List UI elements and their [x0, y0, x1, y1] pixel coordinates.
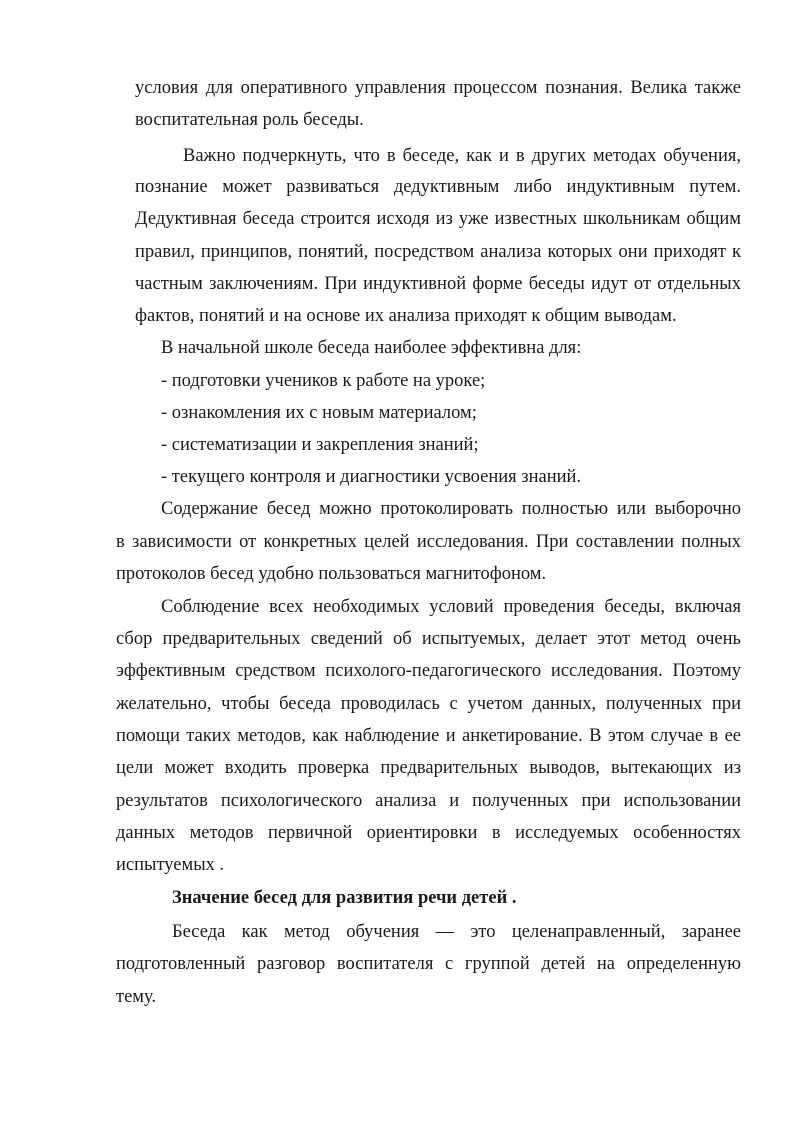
list-item: - подготовки учеников к работе на уроке; — [161, 371, 486, 391]
list-item: - систематизации и закрепления знаний; — [161, 435, 479, 455]
text-line: условия для оперативного управления процессом познания. Велика также — [135, 78, 741, 98]
text-line: испытуемых . — [116, 855, 225, 875]
text-line: протоколов бесед удобно пользоваться магнитофоном. — [116, 564, 547, 584]
text-line: желательно, чтобы беседа проводилась с учетом данных, полученных при — [116, 694, 741, 714]
list-item: - ознакомления их с новым материалом; — [161, 403, 477, 423]
text-line: помощи таких методов, как наблюдение и анкетирование. В этом случае в ее — [116, 726, 741, 746]
text-line: фактов, понятий и на основе их анализа приходят к общим выводам. — [135, 306, 677, 326]
text-line: В начальной школе беседа наиболее эффективна для: — [161, 338, 582, 358]
text-line: результатов психологического анализа и полученных при использовании — [116, 791, 741, 811]
text-line: цели может входить проверка предварительных выводов, вытекающих из — [116, 758, 741, 778]
text-line: частным заключениям. При индуктивной форме беседы идут от отдельных — [135, 274, 741, 294]
text-line: данных методов первичной ориентировки в исследуемых особенностях — [116, 823, 741, 843]
text-line: Важно подчеркнуть, что в беседе, как и в других методах обучения, — [183, 146, 741, 166]
list-item: - текущего контроля и диагностики усвоения знаний. — [161, 467, 582, 487]
text-line: Беседа как метод обучения — это целенаправленный, заранее — [172, 922, 741, 942]
text-line: познание может развиваться дедуктивным либо индуктивным путем. — [135, 177, 741, 197]
text-line: Соблюдение всех необходимых условий проведения беседы, включая — [161, 597, 741, 617]
text-line: в зависимости от конкретных целей исследования. При составлении полных — [116, 532, 741, 552]
text-line: сбор предварительных сведений об испытуемых, делает этот метод очень — [116, 629, 741, 649]
text-line: воспитательная роль беседы. — [135, 110, 364, 130]
text-line: правил, принципов, понятий, посредством анализа которых они приходят к — [135, 242, 741, 262]
text-line: Дедуктивная беседа строится исходя из уже известных школьникам общим — [135, 209, 741, 229]
text-line: Содержание бесед можно протоколировать полностью или выборочно — [161, 499, 741, 519]
section-heading: Значение бесед для развития речи детей . — [172, 888, 517, 908]
text-line: эффективным средством психолого-педагогического исследования. Поэтому — [116, 661, 741, 681]
text-line: тему. — [116, 987, 157, 1007]
text-line: подготовленный разговор воспитателя с группой детей на определенную — [116, 954, 741, 974]
